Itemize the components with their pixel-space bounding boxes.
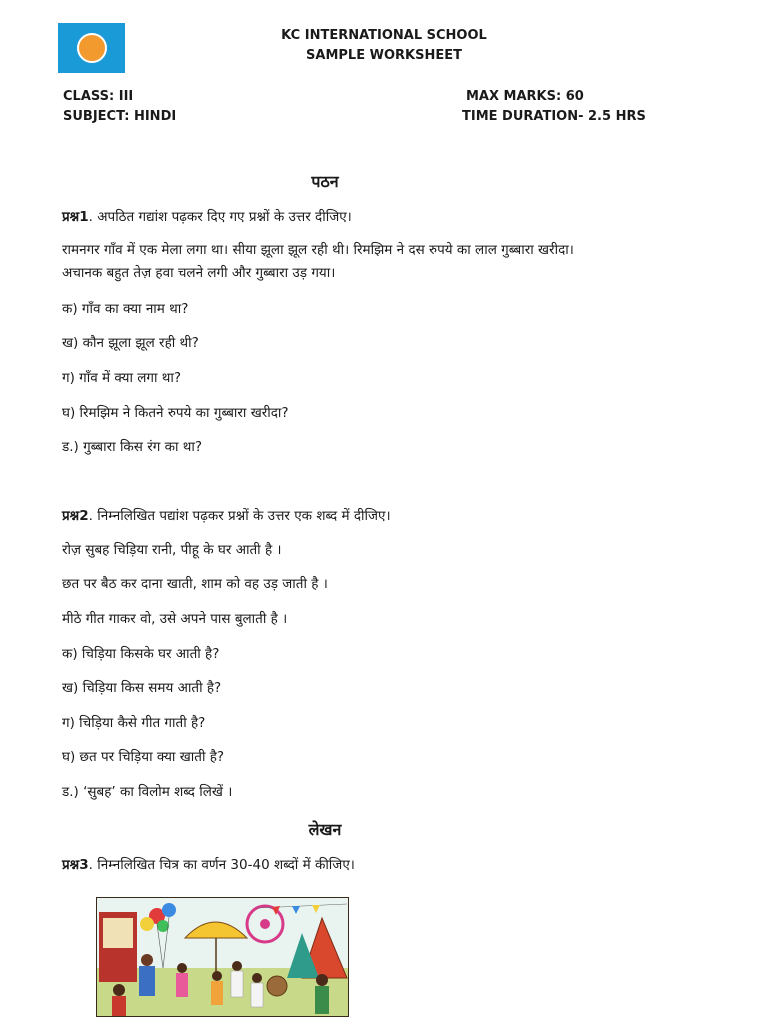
subject-label: SUBJECT: HINDI [63,109,177,124]
question-3-heading [62,855,355,873]
worksheet-title: SAMPLE WORKSHEET [306,48,462,63]
fair-scene-drawing [97,898,348,1016]
question-item: ख) कौन झूला झूल रही थी? [62,335,199,351]
section-title-reading: पठन [311,172,339,191]
question-item: ख) चिड़िया किस समय आती है? [62,680,222,696]
question-item: क) चिड़िया किसके घर आती है? [62,646,220,662]
passage-line: अचानक बहुत तेज़ हवा चलने लगी और गुब्बारा उड़ गया। [62,265,336,281]
section-title-writing: लेखन [308,820,342,839]
question-1-text: . अपठित गद्यांश पढ़कर दिए गए प्रश्नों के उत्तर दीजिए। [88,209,352,225]
poem-line: रोज़ सुबह चिड़िया रानी, पीहू के घर आती है । [62,542,282,558]
fair-scene-illustration [96,897,349,1017]
question-item: ग) गाँव में क्या लगा था? [62,370,182,386]
passage-line: रामनगर गाँव में एक मेला लगा था। सीया झूला झूल रही थी। रिमझिम ने दस रुपये का लाल गुब्बारा खरीदा। [62,242,574,258]
poem-line: छत पर बैठ कर दाना खाती, शाम को वह उड़ जाती है । [62,576,328,592]
school-name: KC INTERNATIONAL SCHOOL [281,28,487,43]
question-2-number: प्रश्न2 [62,508,89,524]
question-3-text: . निम्नलिखित चित्र का वर्णन 30-40 शब्दों में कीजिए। [88,857,355,873]
question-item: घ) रिमझिम ने कितने रुपये का गुब्बारा खरीदा? [62,405,289,421]
time-duration-label: TIME DURATION- 2.5 HRS [462,109,646,124]
class-label: CLASS: III [63,89,134,104]
poem-line: मीठे गीत गाकर वो, उसे अपने पास बुलाती है । [62,611,288,627]
max-marks-label: MAX MARKS: 60 [466,89,584,104]
question-item: ग) चिड़िया कैसे गीत गाती है? [62,715,206,731]
question-2-heading [62,506,391,524]
question-item: क) गाँव का क्या नाम था? [62,301,189,317]
question-item: ड.) गुब्बारा किस रंग का था? [62,439,203,455]
question-item: घ) छत पर चिड़िया क्या खाती है? [62,749,225,765]
question-1-heading [62,207,352,225]
question-3-number: प्रश्न3 [62,857,89,873]
question-1-number: प्रश्न1 [62,209,89,225]
question-item: ड.) ‘सुबह’ का विलोम शब्द लिखें । [62,784,233,800]
question-2-text: . निम्नलिखित पद्यांश पढ़कर प्रश्नों के उत्तर एक शब्द में दीजिए। [88,508,391,524]
